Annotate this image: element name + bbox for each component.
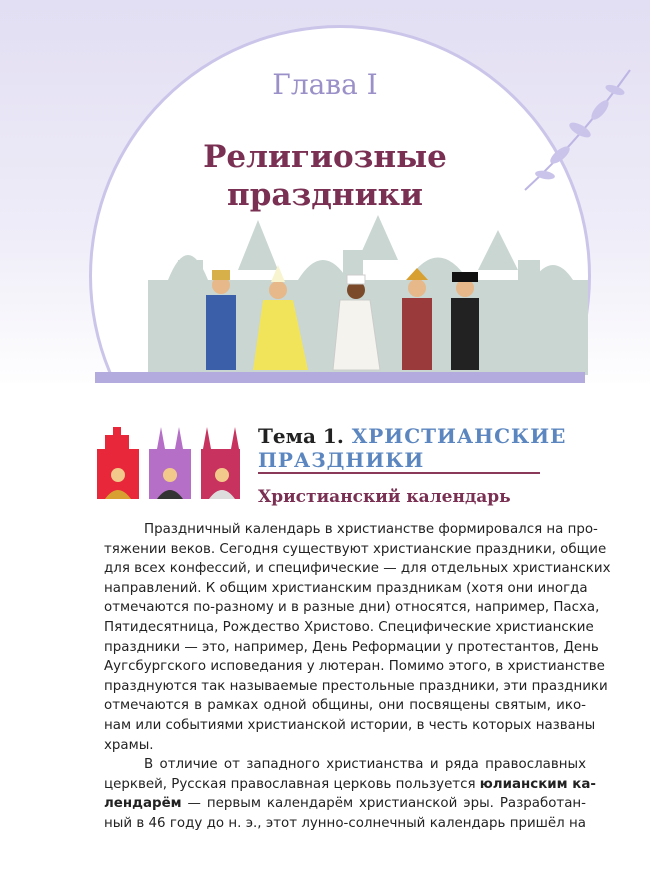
protestant-icon xyxy=(201,427,240,499)
chapter-title-line: праздники xyxy=(227,177,423,213)
text-line: праздники — это, например, День Реформации у протестантов, День xyxy=(104,639,599,655)
catholic-icon xyxy=(149,427,191,499)
text-line xyxy=(104,794,586,814)
text-line: храмы. xyxy=(104,737,154,753)
text-line: Аугсбургского исповедания у лютеран. Помимо этого, в христианстве xyxy=(104,659,605,675)
header-band xyxy=(95,372,585,383)
text-line: отмечаются по-разному и в разные дни) относятся, например, Пасха, xyxy=(104,600,600,616)
christian-denominations-icons xyxy=(95,423,240,501)
term-julian-calendar: лендарём xyxy=(104,796,182,812)
text-line: празднуются так называемые престольные праздники, эти праздники xyxy=(104,678,608,694)
text-line: для всех конфессий, и специфические — для отдельных христианских xyxy=(104,561,611,577)
term-julian-calendar: юлианским ка- xyxy=(479,776,596,792)
text-line: ный в 46 году до н. э., этот лунно-солнечный календарь пришёл на xyxy=(104,815,586,831)
topic-title: ПРАЗДНИКИ xyxy=(258,448,425,472)
text-line: В отличие от западного христианства и ряда православных xyxy=(144,757,586,773)
topic-divider xyxy=(258,472,540,474)
text-line: направлений. К общим христианским праздникам (хотя они иногда xyxy=(104,580,588,596)
text-run: церквей, Русская православная церковь пользуется xyxy=(104,776,480,792)
chapter-title-line: Религиозные xyxy=(203,139,447,175)
topic-title: ХРИСТИАНСКИЕ xyxy=(351,424,567,448)
text-line xyxy=(104,775,596,795)
text-run: — первым календарём христианской эры. Разработан- xyxy=(181,796,586,812)
temples-skyline-illustration xyxy=(148,210,588,375)
orthodox-icon xyxy=(97,427,139,499)
text-line: нам или событиями христианской истории, в честь которых названы xyxy=(104,717,596,733)
topic-heading xyxy=(258,424,566,472)
text-line: Пятидесятница, Рождество Христово. Специфические христианские xyxy=(104,619,594,635)
topic-number: Тема 1. xyxy=(258,424,344,448)
text-line: тяжении веков. Сегодня существуют христианские праздники, общие xyxy=(104,541,607,557)
text-line: Праздничный календарь в христианстве формировался на про- xyxy=(144,522,598,537)
chapter-label: Глава I xyxy=(272,68,378,101)
chapter-title xyxy=(0,138,650,214)
text-line: отмечаются в рамках одной общины, они посвящены святым, ико- xyxy=(104,698,586,714)
body-text xyxy=(104,520,611,834)
section-subtitle: Христианский календарь xyxy=(258,487,511,507)
